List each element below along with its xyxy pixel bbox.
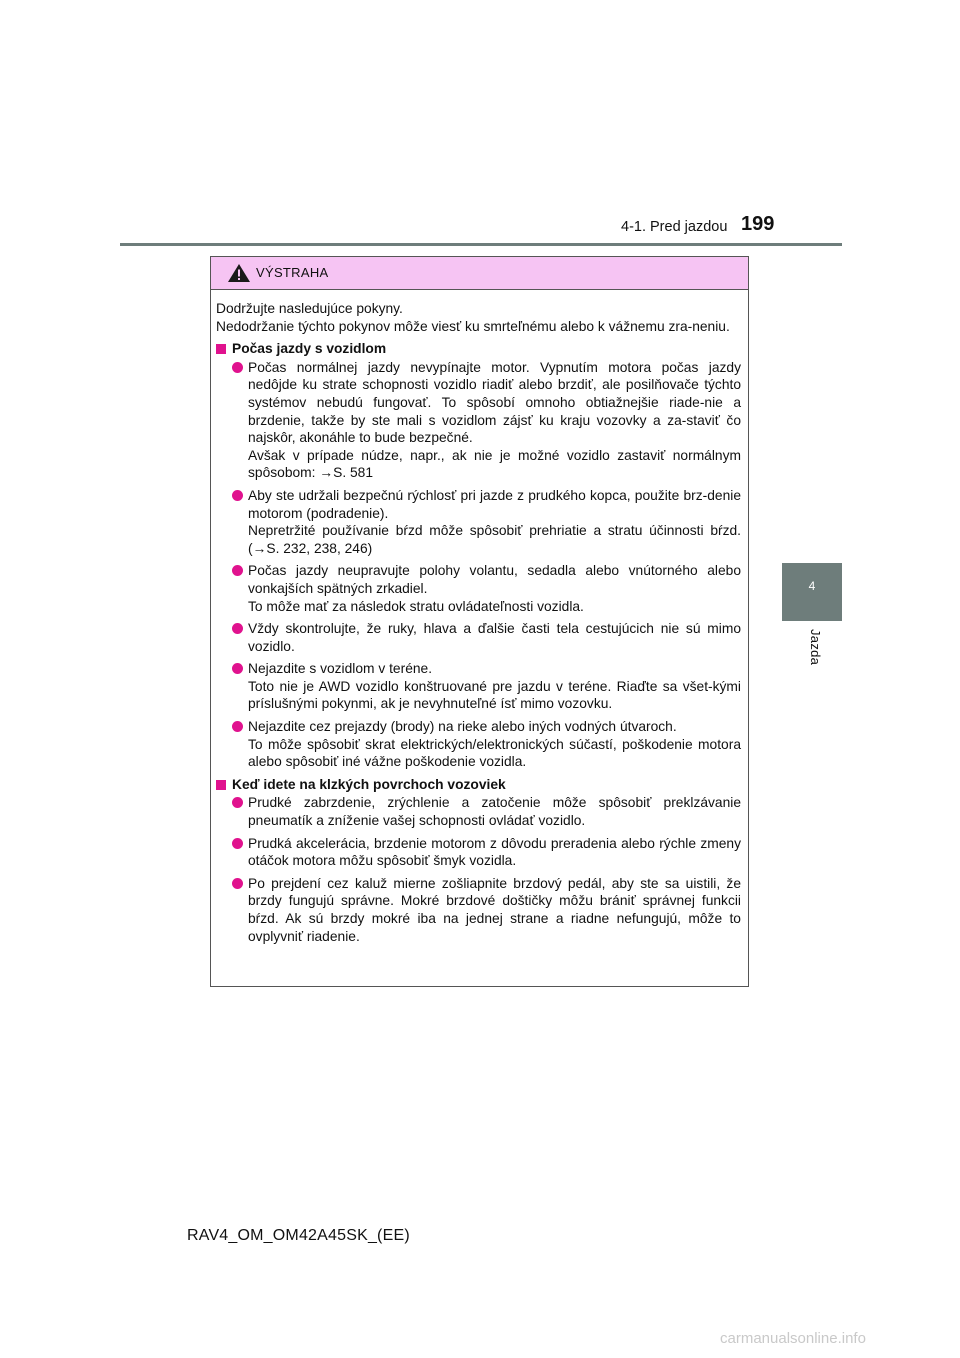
warning-sections [216, 340, 741, 945]
circle-bullet-icon [232, 565, 243, 576]
list-item [216, 487, 741, 557]
circle-bullet-icon [232, 490, 243, 501]
warning-box [210, 256, 749, 987]
subsection-heading-text: Keď idete na klzkých povrchoch vozoviek [232, 776, 506, 792]
subsection-heading-text: Počas jazdy s vozidlom [232, 341, 387, 357]
page-number: 199 [741, 213, 775, 235]
list-item [216, 562, 741, 615]
chapter-label: Jazda [808, 629, 823, 666]
intro-line: Dodržujte nasledujúce pokyny. [216, 301, 403, 316]
section-title: 4-1. Pred jazdou [621, 219, 728, 235]
list-item [216, 794, 741, 829]
circle-bullet-icon [232, 797, 243, 808]
list-item [216, 835, 741, 870]
list-item-text: To môže mať za následok stratu ovládateľnosti vozidla. [248, 598, 584, 614]
square-bullet-icon [216, 344, 226, 354]
list-item [216, 359, 741, 482]
list-item-text: Nejazdite cez prejazdy (brody) na rieke alebo iných vodných útvaroch. [248, 719, 677, 735]
square-bullet-icon [216, 780, 226, 790]
circle-bullet-icon [232, 878, 243, 889]
document-code: RAV4_OM_OM42A45SK_(EE) [187, 1227, 410, 1244]
subsection-heading [216, 340, 741, 358]
warning-body [211, 290, 748, 945]
list-item [216, 875, 741, 945]
chapter-tab[interactable] [782, 563, 842, 621]
list-item-text: Prudká akcelerácia, brzdenie motorom z dôvodu preradenia alebo rýchle zmeny otáčok motora môžu spôsobiť šmyk vozidla. [248, 835, 741, 869]
circle-bullet-icon [232, 663, 243, 674]
chapter-number: 4 [808, 579, 816, 593]
list-item-text: Vždy skontrolujte, že ruky, hlava a ďalšie časti tela cestujúcich nie sú mimo vozidlo. [248, 621, 741, 654]
subsection-heading [216, 776, 741, 794]
list-item-text: Nepretržité používanie bŕzd môže spôsobiť prehriatie a stratu účinnosti bŕzd. (→S. 232, 238, 246) [248, 523, 741, 556]
watermark: carmanualsonline.info [720, 1330, 866, 1347]
list-item-text: Po prejdení cez kaluž mierne zošliapnite brzdový pedál, aby ste sa uistili, že brzdy fungujú správne. Mokré brzdové doštičky môžu brániť správnej funkcii bŕzd. Ak sú brzdy mokré iba na jednej strane a riadne nefungujú, môže to ovplyvniť riadenie. [248, 875, 741, 944]
list-item-text: Prudké zabrzdenie, zrýchlenie a zatočenie môže spôsobiť preklzávanie pneumatík a zníženie vašej schopnosti ovládať vozidlo. [248, 795, 741, 829]
warning-triangle-icon [227, 263, 251, 283]
list-item [216, 620, 741, 655]
list-item-text: To môže spôsobiť skrat elektrických/elektronických súčastí, poškodenie motora alebo spôsobiť iné vážne poškodenie vozidla. [248, 736, 741, 770]
list-item-text: Avšak v prípade núdze, napr., ak nie je možné vozidlo zastaviť normálnym spôsobom: →S. 581 [248, 447, 741, 481]
list-item-text: Toto nie je AWD vozidlo konštruované pre jazdu v teréne. Riaďte sa všet-kými príslušnými pokynmi, ak je nevyhnuteľné ísť mimo vozovku. [248, 678, 741, 712]
list-item-text: Aby ste udržali bezpečnú rýchlosť pri jazde z prudkého kopca, použite brz-denie motorom (podradenie). [248, 487, 741, 521]
list-item [216, 660, 741, 713]
list-item-text: Počas jazdy neupravujte polohy volantu, sedadla alebo vnútorného alebo vonkajších spätných zrkadiel. [248, 563, 741, 596]
warning-title: VÝSTRAHA [256, 265, 329, 280]
intro-line: Nedodržanie týchto pokynov môže viesť ku smrteľnému alebo k vážnemu zra-neniu. [216, 318, 730, 334]
list-item-text: Nejazdite s vozidlom v teréne. [248, 661, 433, 677]
circle-bullet-icon [232, 362, 243, 373]
list-item [216, 718, 741, 771]
circle-bullet-icon [232, 721, 243, 732]
list-item-text: Počas normálnej jazdy nevypínajte motor. Vypnutím motora počas jazdy nedôjde ku strate schopnosti vozidlo riadiť alebo brzdiť, ale posilňovače týchto systémov nebudú fungovať. To spôsobí omnoho obtiažnejšie riade-nie a brzdenie, takže by ste mali s vozidlom zájsť ku kraju vozovky a za-staviť čo najskôr, akonáhle to bude bezpečné. [248, 359, 741, 446]
circle-bullet-icon [232, 838, 243, 849]
warning-header [211, 257, 748, 290]
circle-bullet-icon [232, 623, 243, 634]
header-rule [120, 243, 842, 246]
